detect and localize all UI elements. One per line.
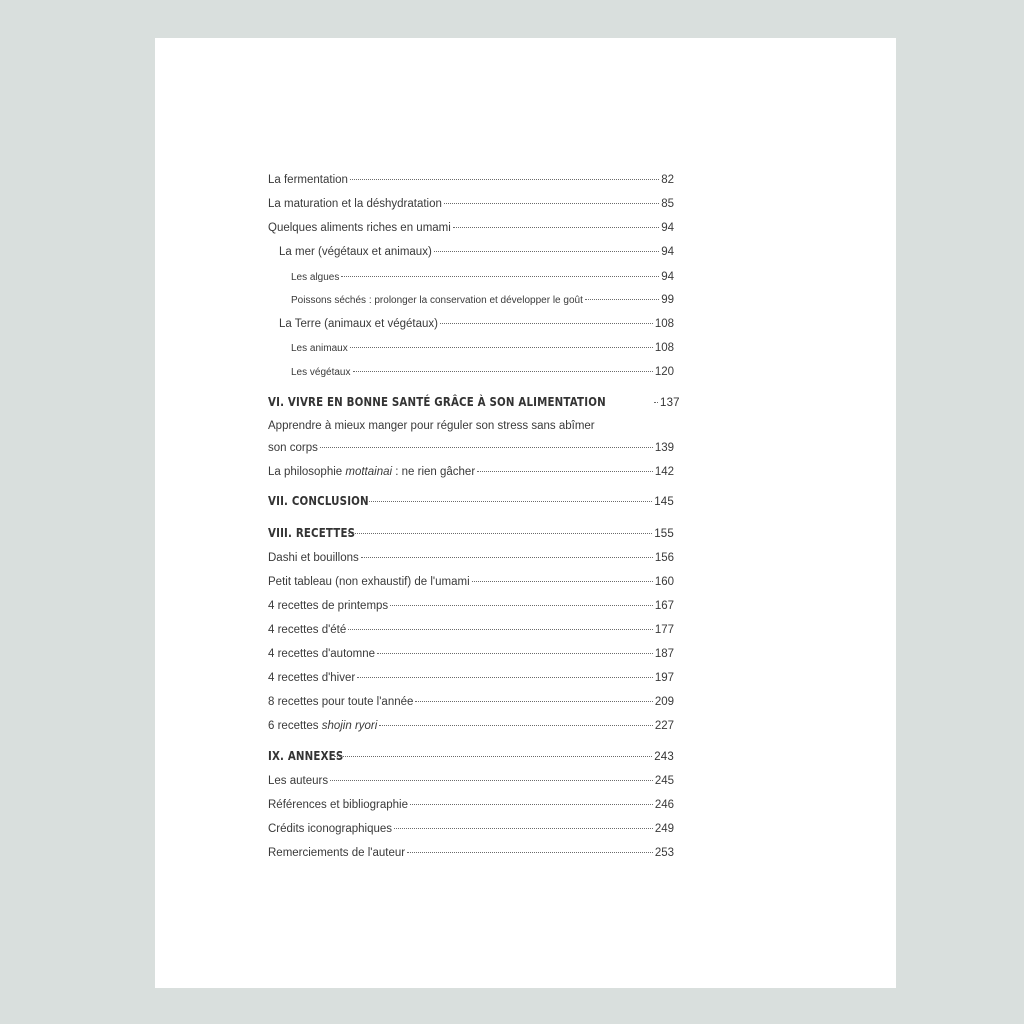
dot-leader — [654, 402, 658, 403]
toc-page-number: 120 — [654, 366, 674, 378]
toc-entry-label: Les auteurs — [268, 775, 329, 787]
toc-page-number: 139 — [654, 442, 674, 454]
toc-entry-la-terre — [268, 317, 674, 331]
toc-page-number: 167 — [654, 600, 674, 612]
toc-entry-remerciements — [268, 846, 674, 860]
dot-leader — [390, 605, 653, 606]
toc-page-number: 82 — [661, 174, 674, 186]
toc-page-number: 243 — [654, 751, 674, 763]
toc-page-number: 209 — [654, 696, 674, 708]
toc-entry-references — [268, 798, 674, 812]
dot-leader — [407, 852, 653, 853]
toc-entry-label: Références et bibliographie — [268, 799, 409, 811]
toc-entry-label — [268, 465, 475, 479]
toc-page-number: 94 — [661, 246, 674, 258]
toc-entry-credits — [268, 822, 674, 836]
label-prefix: La philosophie — [268, 466, 346, 478]
toc-section-vii — [268, 494, 674, 509]
toc-entry-auteurs — [268, 774, 674, 788]
toc-page-number: 249 — [654, 823, 674, 835]
toc-entry-toute-annee — [268, 695, 674, 709]
dot-leader — [341, 276, 659, 277]
toc-page-number: 94 — [661, 271, 674, 283]
toc-entry-label: 8 recettes pour toute l'année — [268, 696, 414, 708]
dot-leader — [410, 804, 653, 805]
toc-page-number: 253 — [654, 847, 674, 859]
toc-entry-poissons-seches — [268, 293, 674, 308]
toc-entry-les-algues — [268, 270, 674, 285]
toc-page-number: 145 — [654, 496, 674, 508]
toc-entry-label-line1: Apprendre à mieux manger pour réguler son stress sans abîmer — [268, 420, 595, 432]
dot-leader — [357, 677, 653, 678]
toc-entry-label: Petit tableau (non exhaustif) de l'umami — [268, 576, 470, 588]
toc-page-number: 156 — [654, 552, 674, 564]
toc-entry-petit-tableau — [268, 575, 674, 589]
dot-leader — [361, 557, 653, 558]
toc-entry-aliments-umami — [268, 221, 674, 235]
dot-leader — [330, 780, 653, 781]
toc-page-number: 155 — [654, 528, 674, 540]
label-emphasis: mottainai — [345, 466, 393, 478]
toc-section-title: VI. VIVRE EN BONNE SANTÉ GRÂCE À SON ALIMENTATION — [268, 394, 606, 409]
dot-leader — [350, 347, 653, 348]
dot-leader — [377, 653, 653, 654]
dot-leader — [415, 701, 652, 702]
dot-leader — [320, 447, 653, 448]
book-page — [155, 38, 896, 988]
toc-entry-hiver — [268, 671, 674, 685]
toc-page-number: 245 — [654, 775, 674, 787]
label-emphasis: shojin ryori — [321, 720, 378, 732]
toc-section-ix — [268, 749, 674, 764]
dot-leader — [440, 323, 653, 324]
toc-entry-mottainai — [268, 465, 674, 479]
dot-leader — [394, 828, 653, 829]
toc-section-viii — [268, 526, 674, 541]
dot-leader — [348, 629, 653, 630]
dot-leader — [348, 533, 652, 534]
toc-entry-fermentation — [268, 173, 674, 187]
toc-entry-label: 4 recettes d'hiver — [268, 672, 356, 684]
toc-entry-label: Dashi et bouillons — [268, 552, 359, 564]
dot-leader — [444, 203, 659, 204]
toc-page-number: 197 — [654, 672, 674, 684]
toc-entry-label — [268, 719, 377, 733]
toc-entry-label: La fermentation — [268, 174, 348, 186]
toc-entry-automne — [268, 647, 674, 661]
toc-section-vi — [268, 394, 680, 410]
toc-page-number: 142 — [654, 466, 674, 478]
toc-entry-les-vegetaux — [268, 365, 674, 380]
toc-page-number: 85 — [661, 198, 674, 210]
dot-leader — [434, 251, 659, 252]
toc-page-number: 108 — [654, 342, 674, 354]
dot-leader — [453, 227, 659, 228]
dot-leader — [477, 471, 653, 472]
toc-entry-label: 4 recettes d'automne — [268, 648, 376, 660]
toc-page-number: 99 — [661, 294, 674, 306]
toc-entry-les-animaux — [268, 341, 674, 356]
toc-entry-label: Quelques aliments riches en umami — [268, 222, 451, 234]
toc-entry-label-line2: son corps — [268, 442, 318, 454]
dot-leader — [585, 299, 659, 300]
toc-page-number: 177 — [654, 624, 674, 636]
toc-entry-label: Poissons séchés : prolonger la conservation et développer le goût — [291, 295, 583, 306]
toc-entry-label: 4 recettes d'été — [268, 624, 347, 636]
toc-entry-label: La maturation et la déshydratation — [268, 198, 442, 210]
dot-leader — [350, 179, 659, 180]
toc-page-number: 246 — [654, 799, 674, 811]
toc-entry-shojin-ryori — [268, 719, 674, 733]
toc-entry-label: La mer (végétaux et animaux) — [279, 246, 432, 258]
toc-page-number: 160 — [654, 576, 674, 588]
toc-entry-label: 4 recettes de printemps — [268, 600, 389, 612]
toc-page-number: 227 — [654, 720, 674, 732]
toc-entry-la-mer — [268, 245, 674, 259]
toc-entry-label: Les algues — [291, 272, 340, 283]
dot-leader — [472, 581, 653, 582]
toc-entry-label: La Terre (animaux et végétaux) — [279, 318, 438, 330]
toc-entry-printemps — [268, 599, 674, 613]
toc-entry-label: Les animaux — [291, 343, 348, 354]
toc-entry-label: Les végétaux — [291, 367, 351, 378]
toc-entry-maturation — [268, 197, 674, 211]
label-suffix: : ne rien gâcher — [392, 466, 476, 478]
toc-section-title: IX. ANNEXES — [268, 748, 344, 763]
toc-section-title: VIII. RECETTES — [268, 525, 356, 540]
label-prefix: 6 recettes — [268, 720, 322, 732]
dot-leader — [353, 371, 653, 372]
toc-entry-apprendre — [268, 441, 674, 455]
toc-entry-label: Remerciements de l'auteur — [268, 847, 406, 859]
dot-leader — [379, 725, 653, 726]
toc-page-number: 108 — [654, 318, 674, 330]
toc-page-number: 94 — [661, 222, 674, 234]
toc-entry-label: Crédits iconographiques — [268, 823, 393, 835]
dot-leader — [365, 501, 652, 502]
toc-page-number: 137 — [659, 397, 680, 409]
toc-entry-dashi — [268, 551, 674, 565]
toc-section-title: VII. CONCLUSION — [268, 493, 369, 508]
toc-page-number: 187 — [654, 648, 674, 660]
dot-leader — [334, 756, 652, 757]
toc-entry-ete — [268, 623, 674, 637]
